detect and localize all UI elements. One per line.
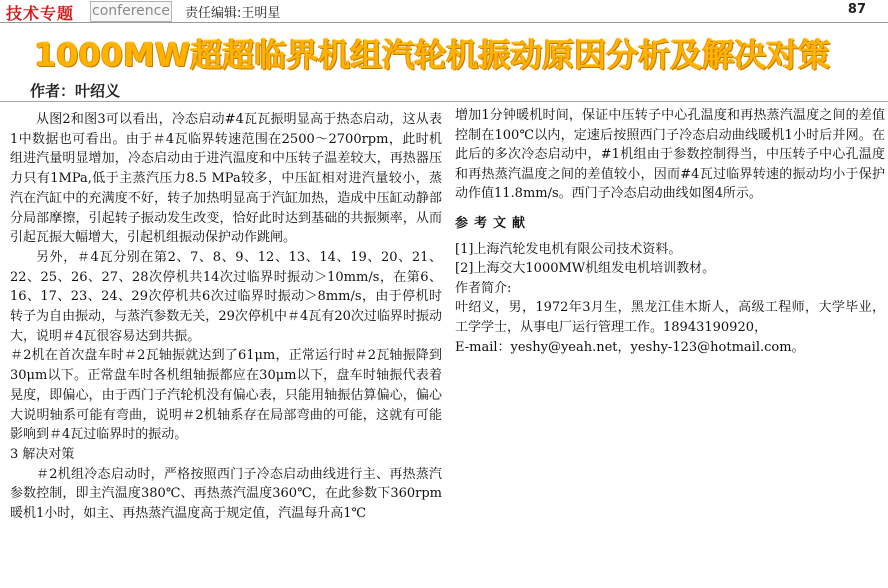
article-title: 1000MW超超临界机组汽轮机振动原因分析及解决对策 — [34, 36, 831, 74]
article-author: 作者：叶绍义 — [30, 82, 121, 100]
reference-1: [1]上海汽轮发电机有限公司技术资料。 — [455, 241, 682, 257]
paragraph-3: ＃2机在首次盘车时＃2瓦轴振就达到了61μm，正常运行时＃2瓦轴振降到30μm以下。正常盘车时各机组轴振都应在30μm以下，盘车时轴振代表着晃度，即偏心，由于西门子汽轮机没有偏心表，只能用轴振估算偏心，偏心大说明轴系可能有弯曲，说明＃2机轴系存在局部弯曲的可能，这就有可能影响到＃4瓦过临界时的振动。 — [10, 348, 442, 443]
paragraph-2: 另外，＃4瓦分别在第2、7、8、9、12、13、14、19、20、21、22、25、26、27、28次停机共14次过临界时振动＞10mm/s，在第6、16、17、23、24、29次停机共6次过临界时振动＞8mm/s，由于停机时转子为自由振动，与蒸汽参数无关，29次停机中＃4瓦有20次过临界时振动大，说明＃4瓦很容易达到共振。 — [10, 249, 442, 344]
page-number: 87 — [847, 2, 866, 17]
left-column — [10, 110, 442, 524]
editor-credit: 责任编辑:王明星 — [185, 6, 281, 21]
paragraph-4: ＃2机组冷态启动时，严格按照西门子冷态启动曲线进行主、再热蒸汽参数控制，即主汽温度380℃、再热蒸汽温度360℃，在此参数下360rpm暖机1小时，如主、再热蒸汽温度高于规定值，汽温每升高1℃ — [10, 466, 442, 522]
conference-label: conference — [90, 1, 172, 22]
reference-2: [2]上海交大1000MW机组发电机培训教材。 — [455, 261, 716, 277]
section-heading: 3 解决对策 — [10, 446, 75, 462]
paragraph-5: 增加1分钟暖机时间，保证中压转子中心孔温度和再热蒸汽温度之间的差值控制在100℃以内，定速后按照西门子冷态启动曲线暖机1小时后并网。在此后的多次冷态启动中，#1机组由于参数控制得当，中压转子中心孔温度和再热蒸汽温度之间的差值较小，因而#4瓦过临界转速的振动均小于保护动作值11.8mm/s。西门子冷态启动曲线如图4所示。 — [455, 108, 885, 202]
section-tag-label: 技术专题 — [6, 4, 75, 23]
author-bio: 叶绍义，男，1972年3月生，黑龙江佳木斯人，高级工程师，大学毕业，工学学士，从事电厂运行管理工作。18943190920， — [455, 300, 885, 335]
bio-label: 作者简介: — [455, 280, 512, 296]
right-column — [455, 106, 885, 357]
paragraph-1: 从图2和图3可以看出，冷态启动#4瓦瓦振明显高于热态启动，这从表1中数据也可看出。由于＃4瓦临界转速范围在2500～2700rpm，此时机组进汽量明显增加，冷态启动由于进汽温度和中压转子温差较大，再热器压力只有1MPa,低于主蒸汽压力8.5 MPa较多，中压缸相对进汽量较小，蒸汽在汽缸中的充满度不好，转子加热明显高于汽缸加热，造成中压缸动静部分局部摩擦，引起转子振动发生改变，恰好此时达到基础的共振频率，从而引起瓦振大幅增大，引起机组振动保护动作跳闸。 — [10, 112, 442, 246]
page-header — [0, 0, 888, 22]
references-heading: 参考文献 — [455, 215, 532, 231]
title-divider — [0, 101, 888, 102]
header-rule — [0, 22, 888, 23]
author-email: E-mail：yeshy@yeah.net，yeshy-123@hotmail.com。 — [455, 339, 805, 355]
section-tag — [0, 0, 88, 22]
